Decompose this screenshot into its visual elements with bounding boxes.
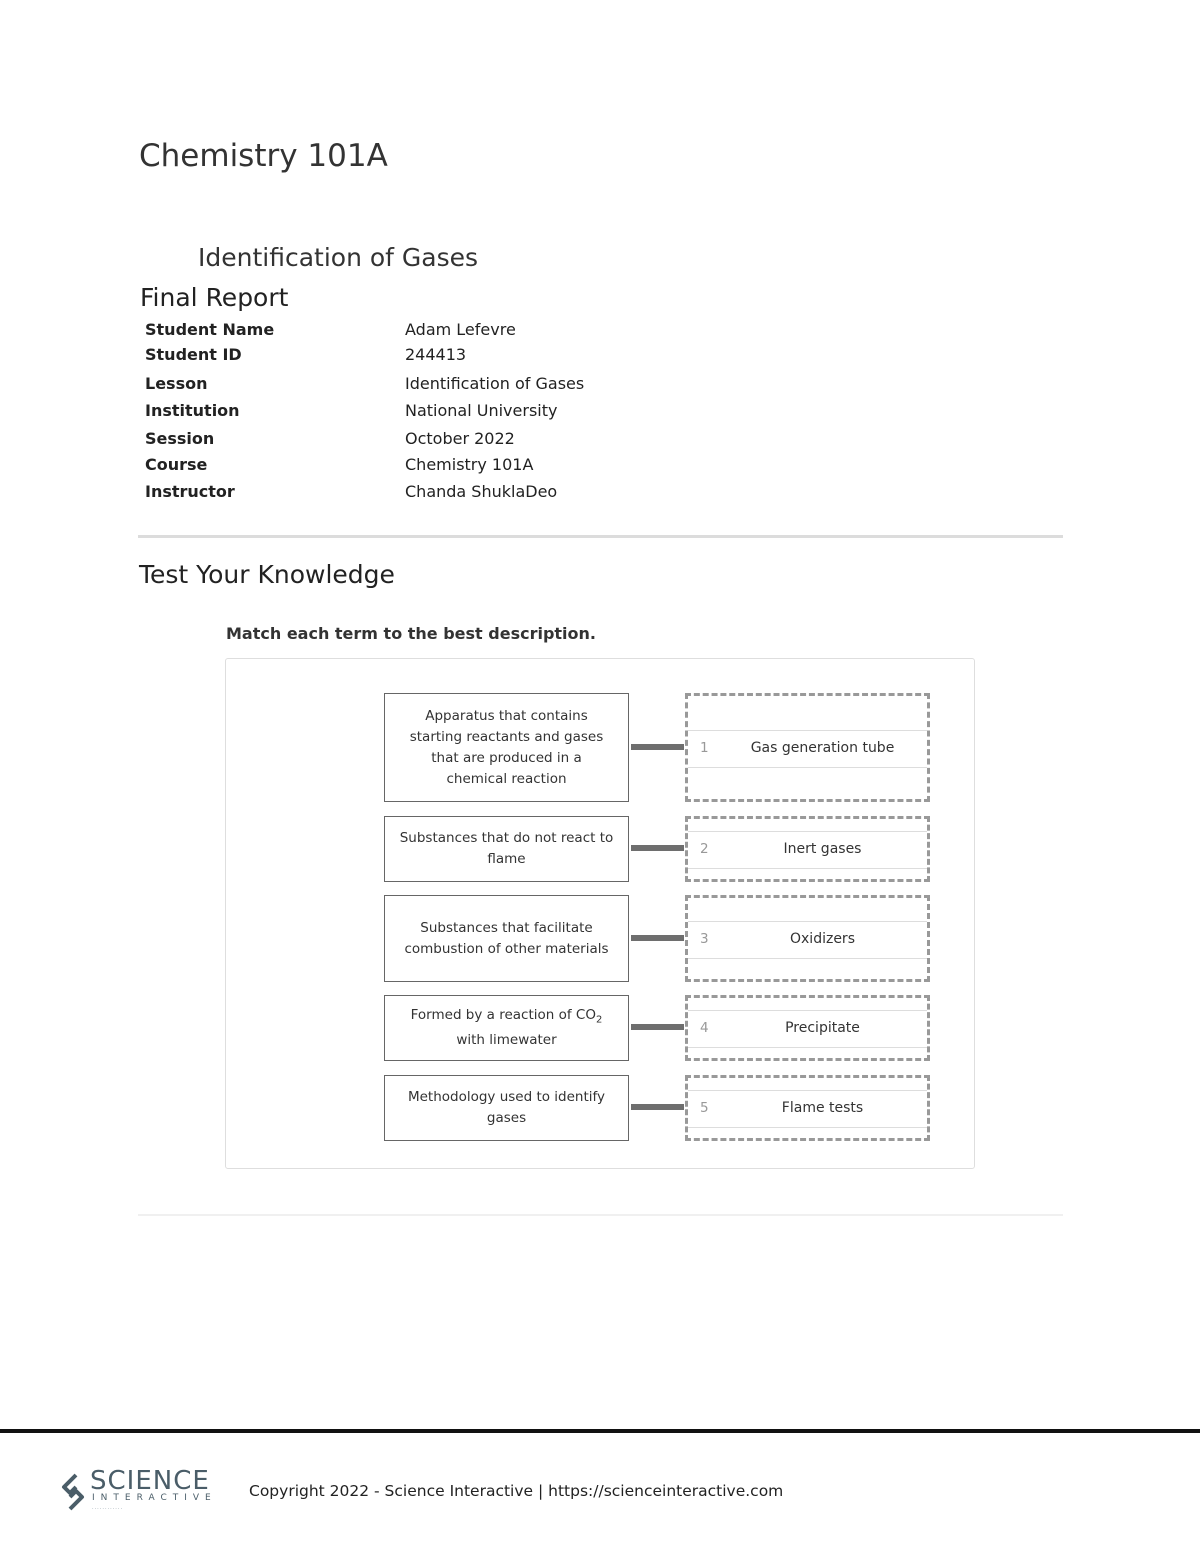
- info-label: Institution: [145, 401, 240, 420]
- term-number: 5: [700, 1100, 709, 1116]
- course-title: Chemistry 101A: [139, 138, 388, 174]
- section-title: Test Your Knowledge: [139, 560, 395, 589]
- section-divider: [138, 535, 1063, 538]
- answer-drop-zone[interactable]: [685, 816, 930, 882]
- logo-word: SCIENCE: [90, 1466, 210, 1496]
- term-number: 4: [700, 1020, 709, 1036]
- answer-drop-zone[interactable]: [685, 693, 930, 802]
- term-chip[interactable]: [688, 730, 927, 768]
- info-value: National University: [405, 401, 558, 420]
- match-connector: [631, 935, 684, 941]
- info-value: October 2022: [405, 429, 515, 448]
- description-card[interactable]: Apparatus that contains starting reactants and gases that are produced in a chemical reaction: [384, 693, 629, 802]
- match-row: [384, 995, 930, 1061]
- info-value: Chemistry 101A: [405, 455, 534, 474]
- info-value: Identification of Gases: [405, 374, 585, 393]
- logo-mark-icon: [58, 1472, 88, 1512]
- answer-drop-zone[interactable]: [685, 1075, 930, 1141]
- info-value: Adam Lefevre: [405, 320, 516, 339]
- lesson-title: Identification of Gases: [198, 243, 479, 272]
- term-number: 1: [700, 740, 709, 756]
- term-number: 3: [700, 931, 709, 947]
- match-row: [384, 816, 930, 882]
- description-card[interactable]: Substances that facilitate combustion of other materials: [384, 895, 629, 982]
- term-chip[interactable]: [688, 1090, 927, 1128]
- info-value: 244413: [405, 345, 467, 364]
- info-label: Student ID: [145, 345, 242, 364]
- term-chip[interactable]: [688, 1010, 927, 1048]
- term-label: Gas generation tube: [750, 740, 895, 756]
- term-label: Precipitate: [785, 1020, 860, 1036]
- description-card[interactable]: Methodology used to identify gases: [384, 1075, 629, 1141]
- term-label: Inert gases: [783, 841, 862, 857]
- description-card[interactable]: Substances that do not react to flame: [384, 816, 629, 882]
- report-title: Final Report: [140, 283, 289, 312]
- info-label: Course: [145, 455, 208, 474]
- match-connector: [631, 845, 684, 851]
- term-chip[interactable]: [688, 831, 927, 869]
- logo-sub: INTERACTIVE: [92, 1493, 217, 1503]
- info-label: Lesson: [145, 374, 208, 393]
- term-number: 2: [700, 841, 709, 857]
- info-value: Chanda ShuklaDeo: [405, 482, 558, 501]
- term-label: Oxidizers: [790, 931, 855, 947]
- info-label: Student Name: [145, 320, 275, 339]
- answer-drop-zone[interactable]: [685, 895, 930, 982]
- match-connector: [631, 1024, 684, 1030]
- match-row: [384, 1075, 930, 1141]
- match-connector: [631, 1104, 684, 1110]
- description-card[interactable]: [384, 995, 629, 1061]
- question-prompt: Match each term to the best description.: [226, 624, 596, 643]
- info-label: Instructor: [145, 482, 235, 501]
- term-label: Flame tests: [781, 1100, 864, 1116]
- copyright-text: Copyright 2022 - Science Interactive | https://scienceinteractive.com: [249, 1482, 784, 1500]
- description-text: Formed by a reaction of $CO_2$ with limewater: [410, 1006, 603, 1049]
- logo-tagline: ············: [92, 1506, 124, 1512]
- term-chip[interactable]: [688, 921, 927, 959]
- answer-drop-zone[interactable]: [685, 995, 930, 1061]
- info-label: Session: [145, 429, 215, 448]
- science-interactive-logo: [58, 1466, 218, 1516]
- footer-rule: [0, 1429, 1200, 1433]
- match-row: [384, 895, 930, 982]
- match-row: [384, 693, 930, 802]
- match-connector: [631, 744, 684, 750]
- section-end-divider: [138, 1214, 1063, 1216]
